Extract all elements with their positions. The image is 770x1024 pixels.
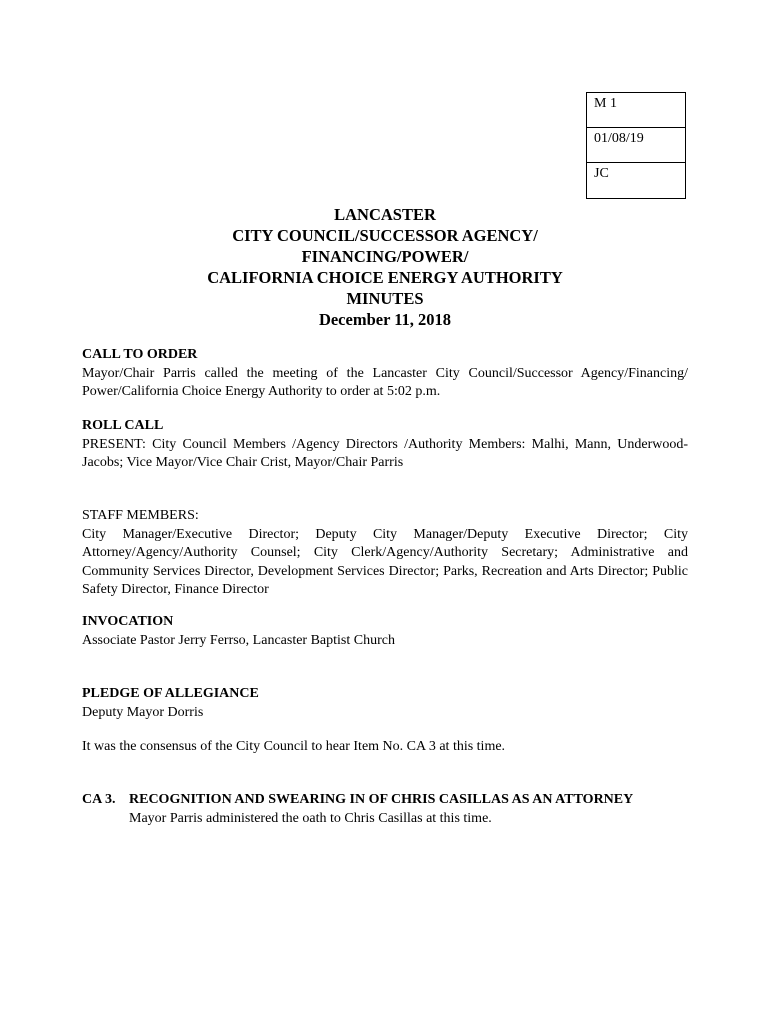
ref-date-cell: 01/08/19	[587, 128, 685, 163]
staff-members-section	[82, 507, 688, 600]
call-to-order-heading: CALL TO ORDER	[82, 347, 198, 362]
title-line-3: FINANCING/POWER/	[301, 247, 469, 266]
title-line-5: MINUTES	[346, 289, 424, 308]
roll-call-heading: ROLL CALL	[82, 418, 164, 433]
ref-item-cell: M 1	[587, 93, 685, 128]
ca3-item	[82, 791, 688, 828]
ca3-heading: RECOGNITION AND SWEARING IN OF CHRIS CASILLAS AS AN ATTORNEY	[129, 792, 634, 807]
invocation-text: Associate Pastor Jerry Ferrso, Lancaster Baptist Church	[82, 632, 395, 648]
title-line-2: CITY COUNCIL/SUCCESSOR AGENCY/	[232, 226, 538, 245]
roll-call-section	[82, 417, 688, 473]
staff-members-text: City Manager/Executive Director; Deputy City Manager/Deputy Executive Director; City Attorney/Agency/Authority Counsel; City Clerk/Agency/Authority Secretary; Administrative and Community Services Director, Development Services Director; Parks, Recreation and Arts Director; Public Safety Director, Finance Director	[82, 526, 688, 597]
title-line-4: CALIFORNIA CHOICE ENERGY AUTHORITY	[207, 268, 563, 287]
invocation-section	[82, 613, 688, 650]
ca3-text: Mayor Parris administered the oath to Chris Casillas at this time.	[129, 810, 492, 826]
roll-call-text: PRESENT: City Council Members /Agency Directors /Authority Members: Malhi, Mann, Underwood-Jacobs; Vice Mayor/Vice Chair Crist, Mayor/Chair Parris	[82, 436, 688, 470]
title-date: December 11, 2018	[318, 310, 452, 329]
ca3-heading-row	[82, 791, 688, 810]
pledge-heading: PLEDGE OF ALLEGIANCE	[82, 686, 259, 701]
document-title	[0, 204, 770, 330]
call-to-order-section	[82, 346, 688, 402]
pledge-text: Deputy Mayor Dorris	[82, 704, 204, 720]
staff-members-heading: STAFF MEMBERS:	[82, 508, 199, 523]
call-to-order-text: Mayor/Chair Parris called the meeting of the Lancaster City Council/Successor Agency/Financing/ Power/California Choice Energy Authority to order at 5:02 p.m.	[82, 365, 688, 399]
invocation-heading: INVOCATION	[82, 614, 174, 629]
consensus-note: It was the consensus of the City Council to hear Item No. CA 3 at this time.	[82, 739, 506, 754]
reference-box	[586, 92, 686, 199]
ca3-number: CA 3.	[82, 792, 116, 807]
pledge-section	[82, 685, 688, 722]
title-line-1: LANCASTER	[334, 205, 436, 224]
ref-initials-cell: JC	[594, 166, 609, 181]
